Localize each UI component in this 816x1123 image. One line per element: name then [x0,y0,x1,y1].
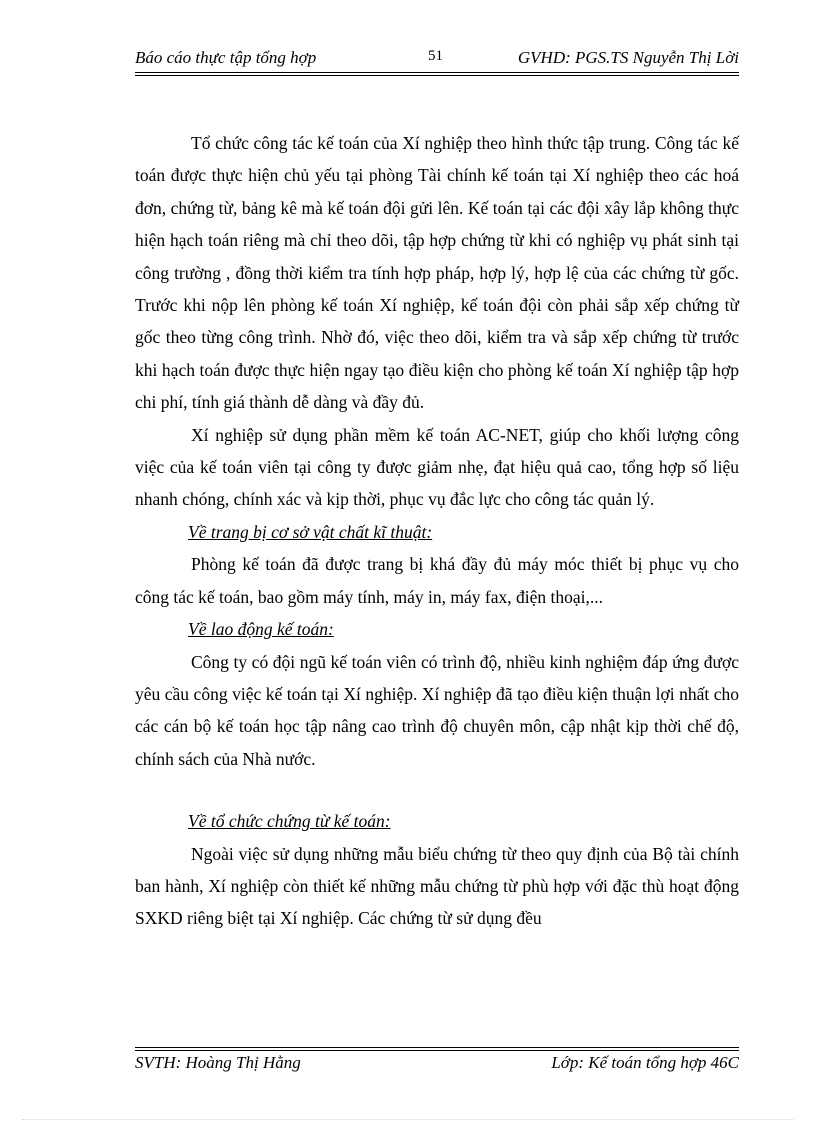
header-rule-second [135,75,739,76]
paragraph-software: Xí nghiệp sử dụng phần mềm kế toán AC-NET, giúp cho khối lượng công việc của kế toán viên tại công ty được giảm nhẹ, đạt hiệu quả cao, tổng hợp số liệu nhanh chóng, chính xác và kịp thời, phục vụ đắc lực cho công tác quản lý. [135,424,739,510]
paragraph-labor: Công ty có đội ngũ kế toán viên có trình độ, nhiều kinh nghiệm đáp ứng được yêu cầu công việc kế toán tại Xí nghiệp. Xí nghiệp đã tạo điều kiện thuận lợi nhất cho các cán bộ kế toán học tập nâng cao trình độ chuyên môn, cập nhật kịp thời chế độ, chính sách của Nhà nước. [135,651,739,769]
paragraph-equipment: Phòng kế toán đã được trang bị khá đầy đủ máy móc thiết bị phục vụ cho công tác kế toán, bao gồm máy tính, máy in, máy fax, điện thoại,... [135,554,739,607]
header-rule [135,72,739,73]
document-body [135,127,739,935]
header-supervisor: GVHD: PGS.TS Nguyễn Thị Lời [517,48,739,67]
page-number: 51 [428,48,443,64]
page-footer [135,1053,739,1077]
footer-student: SVTH: Hoàng Thị Hằng [135,1053,301,1072]
paragraph-accounting-organization: Tổ chức công tác kế toán của Xí nghiệp theo hình thức tập trung. Công tác kế toán được thực hiện chủ yếu tại phòng Tài chính kế toán tại Xí nghiệp theo các hoá đơn, chứng từ, bảng kê mà kế toán đội gửi lên. Kế toán tại các đội xây lắp không thực hiện hạch toán riêng mà chỉ theo dõi, tập hợp chứng từ khi có nghiệp vụ phát sinh tại công trường , đồng thời kiểm tra tính hợp pháp, hợp lý, hợp lệ của các chứng từ gốc. Trước khi nộp lên phòng kế toán Xí nghiệp, kế toán đội còn phải sắp xếp chứng từ gốc theo từng công trình. Nhờ đó, việc theo dõi, kiểm tra và sắp xếp chứng từ trước khi hạch toán được thực hiện ngay tạo điều kiện cho phòng kế toán Xí nghiệp tập hợp chi phí, tính giá thành dễ dàng và đầy đủ. [135,133,739,413]
footer-rule-second [135,1050,739,1051]
paragraph-vouchers: Ngoài việc sử dụng những mẫu biểu chứng từ theo quy định của Bộ tài chính ban hành, Xí nghiệp còn thiết kế những mẫu chứng từ phù hợp với đặc thù hoạt động SXKD riêng biệt tại Xí nghiệp. Các chứng từ sử dụng đều [135,843,739,929]
heading-equipment: Về trang bị cơ sở vật chất kĩ thuật: [188,521,433,542]
heading-vouchers: Về tổ chức chứng từ kế toán: [188,811,391,832]
header-report-title: Báo cáo thực tập tổng hợp [135,48,317,67]
page-header [135,48,739,72]
page-bottom-dotted-line [22,1119,794,1120]
spacer [135,775,739,805]
footer-rule [135,1047,739,1048]
footer-class: Lớp: Kế toán tổng hợp 46C [551,1053,739,1072]
heading-labor: Về lao động kế toán: [188,619,334,640]
